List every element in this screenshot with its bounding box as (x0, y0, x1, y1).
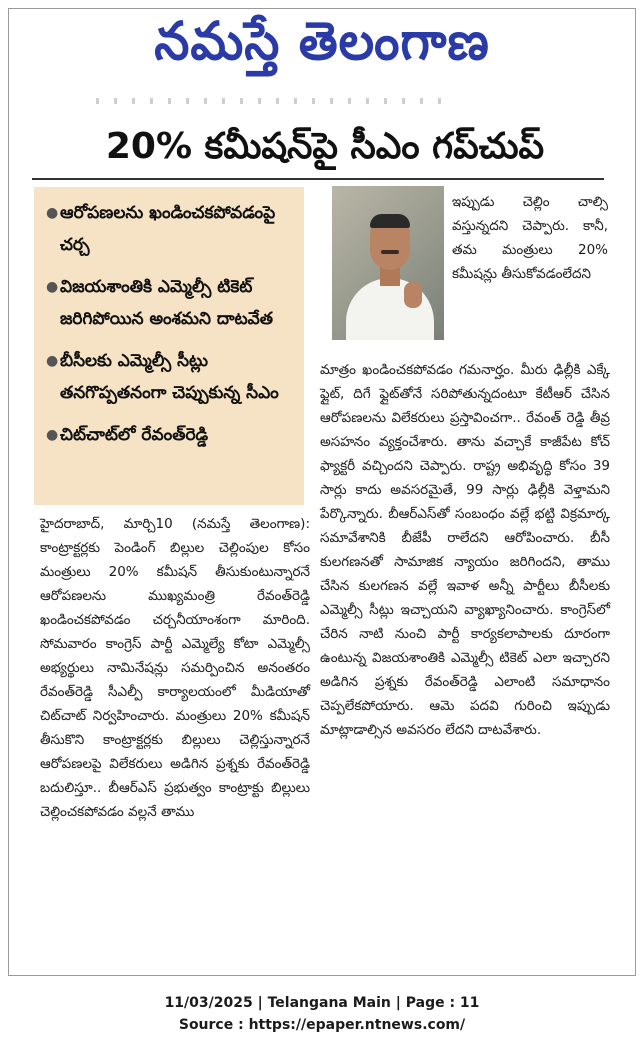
article-right-top: ఇప్పుడు చెల్లిం చాల్సి వస్తున్నదని చెప్పారు. కానీ, తమ మంత్రులు 20% కమీషన్లు తీసుకోవడంలేదని (452, 194, 608, 282)
highlight-item (46, 419, 298, 451)
bullet-icon: ● (46, 353, 59, 369)
edition-info: 11/03/2025 | Telangana Main | Page : 11 (164, 995, 480, 1011)
highlight-text: బీసీలకు ఎమ్మెల్సీ సీట్లు తనగొప్పతనంగా చెప్పుకున్న సీఎం (60, 351, 279, 403)
highlight-text: చిట్‌చాట్‌లో రేవంత్‌రెడ్డి (60, 425, 209, 445)
masthead (0, 6, 644, 76)
highlight-text: ఆరోపణలను ఖండించకపోవడంపై చర్చ (60, 203, 276, 255)
headline: 20% కమీషన్‌పై సీఎం గప్‌చుప్ (105, 126, 545, 167)
article-left-column: హైదరాబాద్, మార్చి10 (నమస్తే తెలంగాణ): కాంట్రాక్టర్లకు పెండింగ్ బిల్లుల చెల్లింపుల కోసం మంత్రులు 20% కమీషన్ తీసుకుంటున్నారనే ఆరోపణలను ముఖ్యమంత్రి రేవంత్‌రెడ్డి ఖండించకపోవడం చర్చనీయాంశంగా మారింది. సోమవారం కాంగ్రెస్ పార్టీ ఎమ్మెల్యే కోటా ఎమ్మెల్సీ అభ్యర్థులు నామినేషన్లు సమర్పించిన అనంతరం రేవంత్‌రెడ్డి సీఎల్పీ కార్యాలయంలో మీడియాతో చిట్‌చాట్ నిర్వహించారు. మంత్రులు 20% కమీషన్ తీసుకొని కాంట్రాక్టర్లకు బిల్లులు చెల్లిస్తున్నారనే ఆరోపణలపై విలేకరులు అడిగిన ప్రశ్నకు రేవంత్‌రెడ్డి బదులిస్తూ.. బీఆర్ఎస్ ప్రభుత్వం కాంట్రాక్టు బిల్లులు చెల్లించకపోవడం వల్లనే తాము (40, 516, 310, 820)
bullet-icon: ● (46, 279, 59, 295)
cm-photo (332, 186, 444, 340)
clipped-text-remnant (96, 98, 456, 104)
highlight-item (46, 197, 298, 261)
newspaper-logo: నమస్తే తెలంగాణ (154, 10, 490, 72)
headline-divider (32, 178, 604, 180)
highlights-box (34, 187, 304, 505)
highlight-text: విజయశాంతికి ఎమ్మెల్సీ టికెట్ జరిగిపోయిన అంశమని దాటవేత (60, 277, 273, 329)
article-right-column: మాత్రం ఖండించకపోవడం గమనార్హం. మీరు ఢిల్లీకి ఎక్కే ఫ్లైట్, దిగే ఫ్లైట్‌తోనే సరిపోతున్నదంటూ కేటీఆర్ చేసిన ఆరోపణలను విలేకరులు ప్రస్తావించగా.. రేవంత్ రెడ్డి తీవ్ర అసహనం వ్యక్తంచేశారు. తాను వచ్చాకే కాజీపేట కోచ్ ఫ్యాక్టరీ వచ్చిందని చెప్పారు. రాష్ట్ర అభివృద్ధి కోసం 39 సార్లు కాదు అవసరమైతే, 99 సార్లు ఢిల్లీకి వెళ్తామని పేర్కొన్నారు. బీఆర్ఎస్‌తో సంబంధం వల్లే భట్టి విక్రమార్క సమావేశానికి బీజేపీ రాలేదని ఆరోపించారు. బీసీ కులగణనతో సామాజిక న్యాయం జరిగిందని, తాము చేసిన కులగణన వల్లే ఇవాళ అన్నీ పార్టీలు బీసీలకు ఎమ్మెల్సీ సీట్లు ఇచ్చాయని వ్యాఖ్యానించారు. కాంగ్రెస్‌లో చేరిన నాటి నుంచి పార్టీ కార్యకలాపాలకు దూరంగా ఉంటున్న విజయశాంతికి ఎమ్మెల్సీ టికెట్ ఎలా ఇచ్చారని అడిగిన ప్రశ్నకు రేవంత్‌రెడ్డి ఎలాంటి సమాధానం చెప్పలేకపోయారు. ఆమె పదవి గురించి ఇప్పుడు మాట్లాడాల్సిన అవసరం లేదని దాటవేశారు. (320, 362, 610, 738)
bullet-icon: ● (46, 205, 59, 221)
source-link: Source : https://epaper.ntnews.com/ (178, 1017, 466, 1033)
highlight-item (46, 345, 298, 409)
person-hand (404, 282, 422, 308)
highlight-item (46, 271, 298, 335)
page-footer (0, 992, 644, 1036)
bullet-icon: ● (46, 427, 59, 443)
